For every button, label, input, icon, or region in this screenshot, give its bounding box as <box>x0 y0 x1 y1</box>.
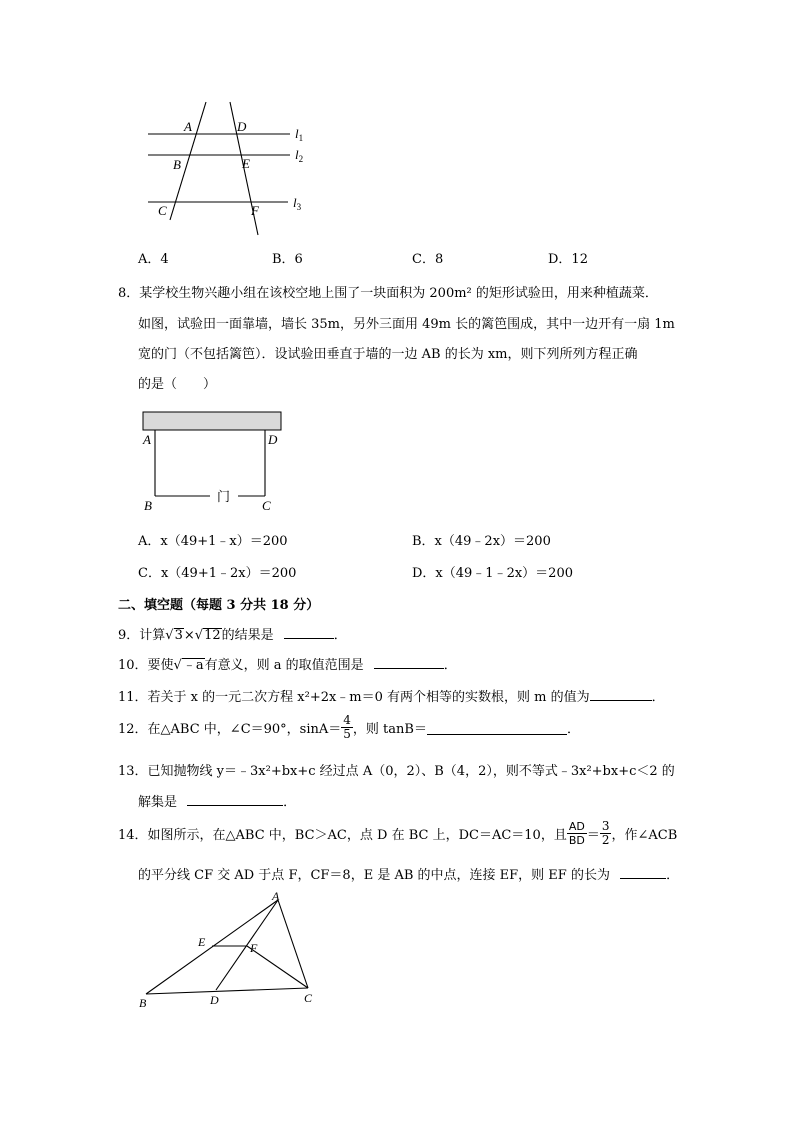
q12-answer-blank[interactable] <box>427 721 567 735</box>
q11 <box>118 686 665 705</box>
label-C: C <box>158 203 167 218</box>
q12-post: ，则 tanB＝ <box>352 722 427 737</box>
q13-line2-text: 解集是 <box>138 795 178 810</box>
q8-line1: 8．某学校生物兴趣小组在该校空地上围了一块面积为 200m² 的矩形试验田，用来种植蔬菜． <box>118 286 658 301</box>
q11-text: 11．若关于 x 的一元二次方程 x²+2x﹣m＝0 有两个相等的实数根，则 m 的值为 <box>118 690 590 705</box>
q9-times: × <box>183 628 195 643</box>
q8-line2: 如图，试验田一面靠墙，墙长 35m，另外三面用 49m 长的篱笆围成，其中一边开有一扇 1m <box>138 317 675 332</box>
q14-fraction1 <box>567 820 587 847</box>
q8-option-c: C．x（49+1﹣2x）＝200 <box>138 566 297 581</box>
q14-post: ，作∠ACB <box>611 828 678 843</box>
q14-fraction2 <box>600 820 612 847</box>
q8-line3: 宽的门（不包括篱笆）．设试验田垂直于墙的一边 AB 的长为 xm，则下列所列方程正确 <box>138 347 638 362</box>
side-AB <box>146 900 278 994</box>
q9-radicand2: 12 <box>204 628 221 643</box>
q9-answer-blank[interactable] <box>284 625 334 639</box>
q7-option-d: D．12 <box>548 252 588 267</box>
q14-figure <box>136 890 336 1014</box>
q10-pre: 10．要使 <box>118 658 174 673</box>
label-F: F <box>251 203 259 218</box>
label-B: B <box>139 996 147 1010</box>
q14-line2-text: 的平分线 CF 交 AD 于点 F，CF＝8，E 是 AB 的中点，连接 EF，则 EF 的长为 <box>138 868 610 883</box>
side-AC <box>278 900 308 988</box>
q9-end: ． <box>333 628 347 643</box>
side-BC <box>146 988 308 994</box>
q10-end: ． <box>443 658 457 673</box>
label-B: B <box>173 157 181 172</box>
q8-option-b: B．x（49﹣2x）＝200 <box>412 534 551 549</box>
label-l2: $l_2$ <box>295 147 304 164</box>
label-l3: $l_3$ <box>293 195 302 212</box>
q14-den2: 2 <box>601 833 610 847</box>
q12-fraction <box>341 714 353 741</box>
label-E: E <box>198 935 206 949</box>
q10-answer-blank[interactable] <box>374 655 444 669</box>
segment-AD <box>216 900 278 990</box>
q14-eq: ＝ <box>586 828 600 843</box>
q14-num2: 3 <box>601 819 610 833</box>
q13-answer-blank[interactable] <box>187 792 283 806</box>
label-A: A <box>184 119 192 134</box>
q9-radicand1: 3 <box>174 628 183 643</box>
q14-den1: BD <box>568 834 585 847</box>
wall <box>143 412 281 430</box>
q8-line4: 的是（ ） <box>138 377 217 392</box>
q10-radicand: ﹣a <box>182 658 204 673</box>
q14-pre: 14．如图所示，在△ABC 中，BC＞AC，点 D 在 BC 上，DC＝AC＝10，且 <box>118 828 567 843</box>
sqrt-icon: √ <box>165 628 174 643</box>
q11-end: ． <box>651 690 665 705</box>
q13-line1: 13．已知抛物线 y＝﹣3x²+bx+c 经过点 A（0，2）、B（4，2），则不等式﹣3x²+bx+c＜2 的 <box>118 764 675 779</box>
q8-figure <box>138 408 288 516</box>
q14-line1 <box>118 820 677 847</box>
label-C: C <box>304 991 313 1005</box>
section-title: 二、填空题（每题 3 分共 18 分） <box>118 598 320 613</box>
door-label: 门 <box>217 490 231 505</box>
q8-option-a: A．x（49+1﹣x）＝200 <box>138 534 288 549</box>
q7-option-c: C．8 <box>412 252 444 267</box>
q10-post: 有意义，则 a 的取值范围是 <box>204 658 364 673</box>
q12-end: ． <box>566 722 580 737</box>
q12-pre: 12．在△ABC 中，∠C＝90°，sinA＝ <box>118 722 342 737</box>
q12-denominator: 5 <box>343 727 351 741</box>
q7-option-b: B．6 <box>272 252 303 267</box>
label-E: E <box>242 156 250 171</box>
label-A: A <box>272 890 280 903</box>
q7-figure <box>140 100 320 240</box>
q14-line2 <box>138 864 679 883</box>
label-B: B <box>144 498 152 513</box>
q8-option-d: D．x（49﹣1﹣2x）＝200 <box>412 566 573 581</box>
q9 <box>118 624 347 643</box>
q9-post: 的结果是 <box>221 628 274 643</box>
q13-line2 <box>138 791 296 810</box>
label-l1: $l_1$ <box>295 126 304 143</box>
q13-end: ． <box>283 795 297 810</box>
q14-answer-blank[interactable] <box>620 865 666 879</box>
label-F: F <box>250 941 258 955</box>
label-D: D <box>237 119 247 134</box>
q7-option-a: A．4 <box>138 252 169 267</box>
sqrt-icon: √ <box>194 628 204 643</box>
q9-pre: 9．计算 <box>118 628 166 643</box>
q11-answer-blank[interactable] <box>590 687 652 701</box>
q10 <box>118 654 457 673</box>
label-A: A <box>143 432 151 447</box>
label-D: D <box>268 432 278 447</box>
q14-num1: AD <box>568 820 585 833</box>
q14-end: ． <box>666 868 680 883</box>
label-D: D <box>210 993 219 1007</box>
q12 <box>118 714 580 741</box>
label-C: C <box>262 498 271 513</box>
sqrt-icon: √ <box>173 658 182 673</box>
q12-numerator: 4 <box>343 713 351 727</box>
